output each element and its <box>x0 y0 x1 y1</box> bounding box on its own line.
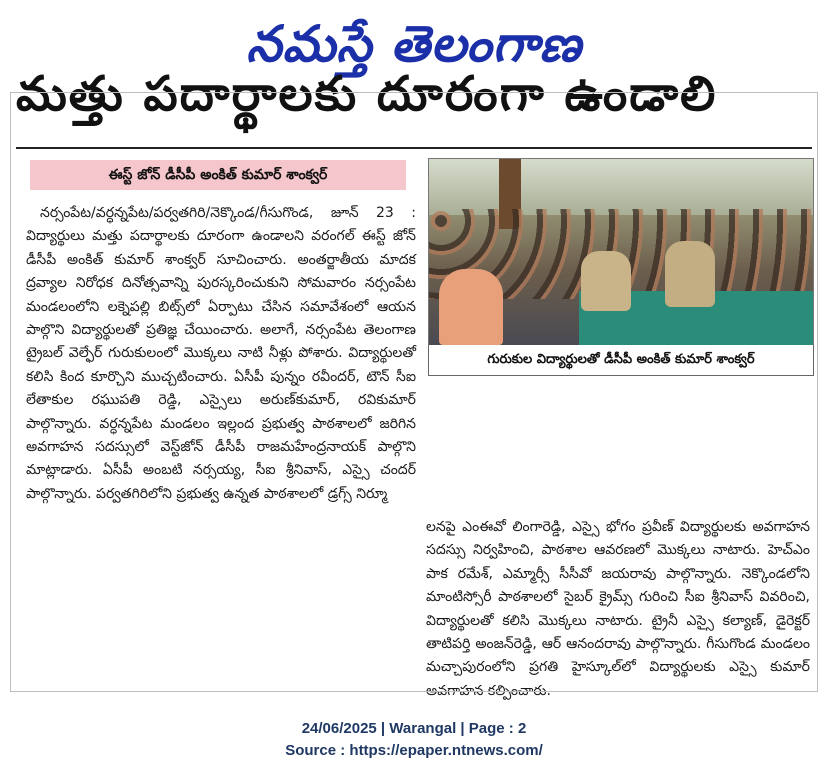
page-footer <box>0 718 828 762</box>
article-body-right: లనపై ఎంఈవో లింగారెడ్డి, ఎస్సై భోగం ప్రవీణ్ విద్యార్థులకు అవగాహన సదస్సు నిర్వహించి, పాఠశాల ఆవరణలో మొక్కలు నాటారు. హెచ్‌ఎం పాక రమేశ్, ఎమ్మార్సీ సీసీవో జయరావు పాల్గొన్నారు. నెక్కొండలోని మాంటిస్సోరీ పాఠశాలలో సైబర్ క్రైమ్స్ గురించి సీఐ శ్రీనివాస్ వివరించి, విద్యార్థులతో కలిసి మొక్కలు నాటారు. ట్రైనీ ఎస్సై కల్యాణ్, డైరెక్టర్ తాటిపర్తి అంజన్‌రెడ్డి, ఆర్ ఆనందరావు పాల్గొన్నారు. గీసుగొండ మండలం మచ్చాపురంలోని ప్రగతి హైస్కూల్‌లో విద్యార్థులకు ఎస్సై కుమార్ అవగాహన కల్పించారు. <box>426 519 810 699</box>
headline-text: మత్తు పదార్థాలకు దూరంగా ఉండాలి <box>16 66 718 122</box>
edition-info: 24/06/2025 | Warangal | Page : 2 <box>301 720 527 737</box>
subheadline: ఈస్ట్ జోన్ డీసీపీ అంకిత్ కుమార్ శాంక్వర్ <box>30 160 406 190</box>
article-body-left: నర్సంపేట/వర్ధన్నపేట/పర్వతగిరి/నెక్కొండ/గీసుగొండ, జూన్ 23 : విద్యార్థులు మత్తు పదార్థాలకు దూరంగా ఉండాలని వరంగల్ ఈస్ట్ జోన్ డీసీపీ అంకిత్ కుమార్ శాంక్వర్ సూచించారు. అంతర్జాతీయ మాదక ద్రవ్యాల నిరోధక దినోత్సవాన్ని పురస్కరించుకుని సోమవారం నర్సంపేట మండలంలోని లక్నెపల్లి బిట్స్‌లో ఏర్పాటు చేసిన సమావేశంలో ఆయన పాల్గొని విద్యార్థులతో ప్రతిజ్ఞ చేయించారు. అలాగే, నర్సంపేట తెలంగాణ ట్రైబల్ వెల్ఫేర్ గురుకులంలో మొక్కలు నాటి నీళ్లు పోశారు. విద్యార్థులతో కలిసి కింద కూర్చొని ముచ్చటించారు. ఏసీపీ పున్నం రవీందర్, టౌన్ సీఐ లేతాకుల రఘుపతి రెడ్డి, ఎస్సైలు అరుణ్‌కుమార్, రవికుమార్ పాల్గొన్నారు. వర్ధన్నపేట మండలం ఇల్లంద ప్రభుత్వ పాఠశాలలో జరిగిన అవగాహన సదస్సులో వెస్ట్‌జోన్ డీసీపీ రాజమహేంద్రనాయక్ పాల్గొని మాట్లాడారు. ఏసీపీ అంబటి నర్సయ్య, సీఐ శ్రీనివాస్, ఎస్సై చందర్ పాల్గొన్నారు. పర్వతగిరిలోని ప్రభుత్వ ఉన్నత పాఠశాలలో డ్రగ్స్ నిర్మూ <box>26 205 416 502</box>
photo-caption: గురుకుల విద్యార్థులతో డీసీపీ అంకిత్ కుమార్ శాంక్వర్ <box>428 345 814 376</box>
source-link[interactable]: Source : https://epaper.ntnews.com/ <box>285 742 543 759</box>
masthead-logo: నమస్తే తెలంగాణ <box>246 15 582 73</box>
clipping-border <box>10 92 818 692</box>
